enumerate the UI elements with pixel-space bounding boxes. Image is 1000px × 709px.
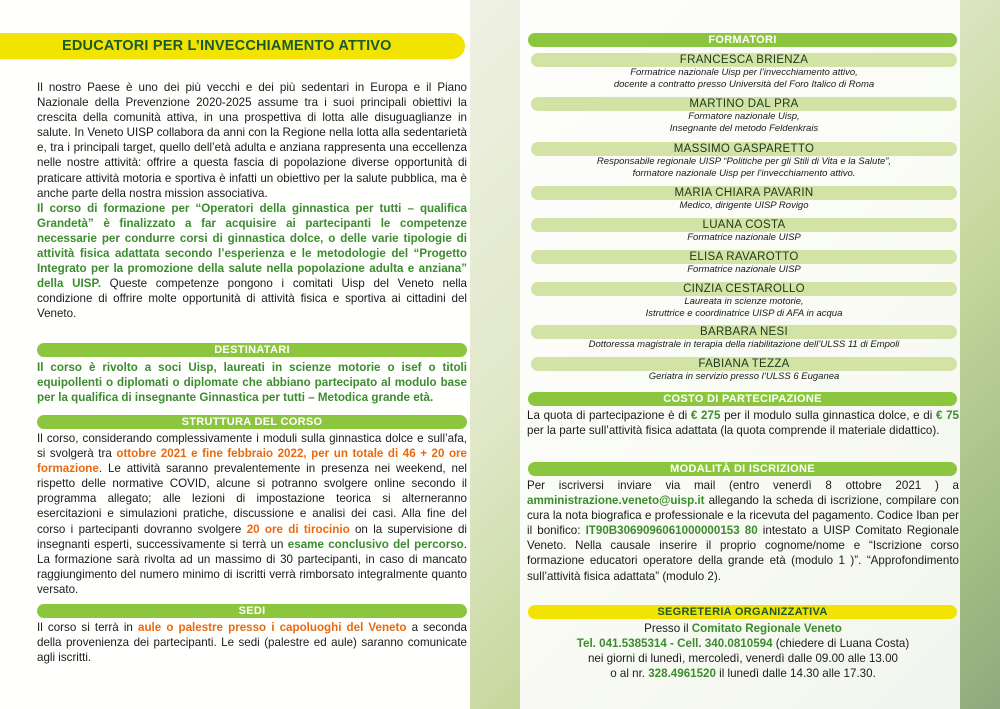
trainer-role	[531, 371, 957, 383]
trainer-role-line: Insegnante del metodo Feldenkrais	[669, 123, 819, 134]
segreteria-text	[527, 621, 959, 681]
iscrizione-text-1: Per iscriversi inviare via mail (entro venerdì 8 ottobre 2021 ) a	[527, 479, 959, 492]
segreteria-presso: Presso il	[644, 622, 692, 635]
sedi-text	[37, 620, 467, 665]
intro-section	[37, 80, 467, 322]
iscrizione-text	[527, 478, 959, 584]
alt-phone-number[interactable]: 328.4961520	[648, 667, 716, 681]
trainer-role	[531, 264, 957, 276]
intro-paragraph	[37, 80, 467, 201]
trainer-role	[531, 67, 957, 91]
trainer-role-line: Formatore nazionale Uisp,	[688, 111, 800, 122]
sedi-text-1: Il corso si terrà in	[37, 621, 138, 634]
segreteria-comitato: Comitato Regionale Veneto	[691, 622, 842, 635]
costo-text-3: per la parte sull’attività fisica adattata (la quota comprende il materiale didattico).	[527, 424, 940, 438]
destinatari-heading: DESTINATARI	[37, 343, 467, 357]
trainer-name: LUANA COSTA	[531, 218, 957, 232]
costo-text	[527, 408, 959, 438]
trainer-role	[531, 232, 957, 244]
struttura-esame: esame conclusivo del percorso	[287, 537, 464, 551]
struttura-dates: ottobre 2021 e fine febbraio 2022, per un totale di 46 + 20 ore formazione	[37, 447, 467, 476]
iscrizione-text-2: allegando la scheda di iscrizione, compilare con cura la nota biografica e professionale e la ricevuta del pagamento. Codice Iban per il bonifico:	[527, 494, 959, 538]
title-banner	[0, 33, 465, 59]
trainer-role-line: Responsabile regionale UISP “Politiche per gli Stili di Vita e la Salute”,	[596, 156, 892, 167]
sedi-places: aule o palestre presso i capoluoghi del Veneto	[138, 621, 407, 634]
struttura-tirocinio: 20 ore di tirocinio	[246, 522, 350, 536]
iscrizione-heading: MODALITÀ DI ISCRIZIONE	[528, 462, 957, 476]
struttura-text-4: . La formazione sarà rivolta ad un massimo di 30 partecipanti, in caso di mancato raggiungimento del numero minimo di iscritti verrà rimborsato integralmente quanto versato.	[37, 537, 467, 596]
course-description-highlight: Il corso di formazione per “Operatori della ginnastica per tutti – qualifica Grandetà” è finalizzato a far acquisire ai partecipanti le competenze necessarie per condurre corsi di ginnastica dolce, o delle varie tipologie di attività fisica adattata secondo l’esperienza e le metodologie del “Progetto Integrato per la promozione della salute nella popolazione adulta e anziana” della UISP.	[37, 201, 467, 291]
trainer-role-line: Laureata in scienze motorie,	[684, 296, 804, 307]
segreteria-heading: SEGRETERIA ORGANIZZATIVA	[528, 605, 957, 619]
phone-numbers[interactable]: Tel. 041.5385314 - Cell. 340.0810594	[576, 637, 773, 651]
struttura-text-2: . Le attività saranno prevalentemente in presenza nei weekend, nel rispetto delle normative COVID, alcune si potranno svolgere online secondo il programma allegato; alle lezioni di impostazione teorica si alterneranno esercitazioni e simulazioni pratiche, discussione e analisi dei casi. Alla fine del corso i partecipanti dovranno svolgere	[37, 462, 467, 536]
formatori-heading: FORMATORI	[528, 33, 957, 47]
trainer-role-line: Dottoressa magistrale in terapia della riabilitazione dell’ULSS 11 di Empoli	[588, 339, 900, 350]
trainer-role	[531, 111, 957, 135]
trainer-name: MASSIMO GASPARETTO	[531, 142, 957, 156]
trainer-role-line: formatore nazionale Uisp per l’invecchiamento attivo.	[632, 168, 856, 179]
iban-code: IT90B3069096061000000153 80	[585, 524, 758, 538]
costo-text-2: per il modulo sulla ginnastica dolce, e di	[720, 409, 936, 422]
trainer-role-line: docente a contratto presso Università del Foro Italico di Roma	[613, 79, 875, 90]
struttura-text	[37, 431, 467, 597]
struttura-text-1: Il corso, considerando complessivamente i moduli sulla ginnastica dolce e sull’afa, si svolgerà tra	[37, 432, 467, 461]
costo-text-1: La quota di partecipazione è di	[527, 409, 691, 422]
trainer-name: CINZIA CESTAROLLO	[531, 282, 957, 296]
phone-note: (chiedere di Luana Costa)	[772, 637, 910, 651]
trainer-role	[531, 200, 957, 212]
segreteria-line-2	[527, 636, 959, 651]
trainer-role-line: Medico, dirigente UISP Rovigo	[679, 200, 809, 211]
trainer-role-line: Istruttrice e coordinatrice UISP di AFA in acqua	[645, 308, 843, 319]
segreteria-line-1	[527, 621, 959, 636]
sedi-text-2: a seconda della provenienza dei partecipanti. Le sedi (palestre ed aule) saranno comunicate agli iscritti.	[37, 621, 467, 665]
course-description-text: Queste competenze pongono i comitati Uisp del Veneto nella condizione di offrire molte opportunità di attività fisica e sportiva ai cittadini del Veneto.	[37, 277, 467, 321]
destinatari-text: Il corso è rivolto a soci Uisp, laureati in scienze motorie o isef o titoli equipollenti o diplomati o diplomate che abbiano partecipato al modulo base per la qualifica di insegnante Ginnastica per tutti – Metodica grande età.	[37, 361, 467, 405]
trainer-role	[531, 296, 957, 320]
costo-price-1: € 275	[690, 409, 721, 422]
trainer-name: BARBARA NESI	[531, 325, 957, 339]
email-link[interactable]: amministrazione.veneto@uisp.it	[527, 494, 705, 508]
struttura-heading: STRUTTURA DEL CORSO	[37, 415, 467, 429]
costo-heading: COSTO DI PARTECIPAZIONE	[528, 392, 957, 406]
trainer-name: MARTINO DAL PRA	[531, 97, 957, 111]
trainer-name: FABIANA TEZZA	[531, 357, 957, 371]
course-paragraph	[37, 201, 467, 322]
trainer-role	[531, 339, 957, 351]
struttura-text-3: on la supervisione di insegnanti esperti, successivamente si terrà un	[37, 522, 468, 551]
trainer-role	[531, 156, 957, 180]
segreteria-line-4	[527, 666, 959, 681]
trainer-role-line: Formatrice nazionale UISP	[687, 232, 801, 243]
alt-phone-prefix: o al nr.	[610, 667, 649, 681]
costo-price-2: € 75	[935, 409, 959, 422]
trainer-name: ELISA RAVAROTTO	[531, 250, 957, 264]
segreteria-line-3: nei giorni di lunedì, mercoledì, venerdì dalle 09.00 alle 13.00	[587, 652, 898, 666]
trainer-role-line: Formatrice nazionale Uisp per l’invecchiamento attivo,	[630, 67, 858, 78]
trainer-role-line: Formatrice nazionale UISP	[687, 264, 801, 275]
iscrizione-text-3: intestato a UISP Comitato Regionale Veneto. Nella causale inserire il proprio cognome/nome e “Iscrizione corso formazione educatori operatore della grande età (modulo 1 )”. “Approfondimento sull’attività fisica adattata” (modulo 2).	[527, 524, 960, 583]
page-title: EDUCATORI PER L’INVECCHIAMENTO ATTIVO	[62, 38, 392, 54]
trainer-name: FRANCESCA BRIENZA	[531, 53, 957, 67]
intro-text: Il nostro Paese è uno dei più vecchi e dei più sedentari in Europa e il Piano Nazionale della Prevenzione 2020-2025 assume tra i suoi principali obiettivi la crescita della comunità attiva, in una prospettiva di lotta alle disuguaglianze in salute. In Veneto UISP collabora da anni con la Regione nella lotta alla sedentarietà e, tra i principali target, quello dell’età adulta e anziana rappresenta una eccellenza nelle nostre attività: offrire a questa fascia di popolazione diverse opportunità di praticare attività motoria e sportiva è infatti un obiettivo per la salute pubblica, ma è anche parte della nostra mission associativa.	[37, 81, 467, 200]
trainer-role-line: Geriatra in servizio presso l’ULSS 6 Euganea	[648, 371, 840, 382]
sedi-heading: SEDI	[37, 604, 467, 618]
alt-phone-hours: il lunedì dalle 14.30 alle 17.30.	[715, 667, 876, 681]
trainer-name: MARIA CHIARA PAVARIN	[531, 186, 957, 200]
